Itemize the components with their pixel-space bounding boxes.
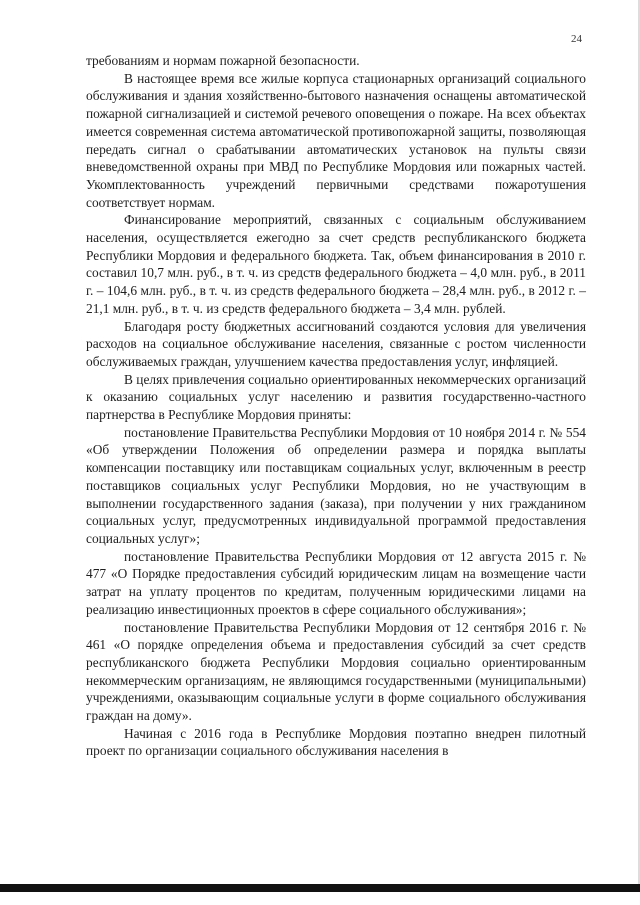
paragraph-resolution-477: постановление Правительства Республики Мордовия от 12 августа 2015 г. № 477 «О Порядке предоставления субсидий юридическим лицам на возмещение части затрат на уплату процентов по кредитам, полученным юридическими лицами на реализацию инвестиционных проектов в сфере социального обслуживания»; (86, 548, 586, 617)
paragraph-resolution-461: постановление Правительства Республики Мордовия от 12 сентября 2016 г. № 461 «О порядке определения объема и предоставления субсидий за счет средств республиканского бюджета Республики Мордовия социально ориентированным некоммерческим организациям, не являющимся государственными (муниципальными) учреждениями, оказывающим социальные услуги в форме социального обслуживания граждан на дому». (86, 619, 586, 724)
paragraph-fire-safety: В настоящее время все жилые корпуса стационарных организаций социального обслуживания и здания хозяйственно-бытового назначения оснащены автоматической пожарной сигнализацией и системой речевого оповещения о пожаре. На всех объектах имеется современная система автоматической противопожарной защиты, позволяющая передать сигнал о срабатывании автоматических установок на пульты связи вневедомственной охраны при МВД по Республике Мордовия или пожарных частей. Укомплектованность учреждений первичными средствами пожаротушения соответствует нормам. (86, 70, 586, 210)
paragraph-continuation: требованиям и нормам пожарной безопасности. (86, 53, 360, 68)
scan-bottom-edge (0, 884, 640, 892)
paragraph-financing: Финансирование мероприятий, связанных с социальным обслуживанием населения, осуществляется ежегодно за счет средств республиканского бюджета Республики Мордовия и федерального бюджета. Так, объем финансирования в 2010 г. составил 10,7 млн. руб., в т. ч. из средств федерального бюджета – 4,0 млн. руб., в 2011 г. – 104,6 млн. руб., в т. ч. из средств федерального бюджета – 28,4 млн. руб., в 2012 г. – 21,1 млн. руб., в т. ч. из средств федерального бюджета – 3,4 млн. рублей. (86, 212, 586, 316)
paragraph-resolution-554: постановление Правительства Республики Мордовия от 10 ноября 2014 г. № 554 «Об утверждении Положения об определении размера и порядка выплаты компенсации поставщику или поставщикам социальных услуг, включенным в реестр поставщиков социальных услуг Республики Мордовия, но не участвующим в выполнении государственного задания (заказа), при получении у них гражданином социальных услуг, предусмотренных индивидуальной программой предоставления социальных услуг»; (86, 424, 586, 546)
page-number: 24 (571, 33, 582, 45)
paragraph-budget-growth: Благодаря росту бюджетных ассигнований создаются условия для увеличения расходов на социальное обслуживание населения, связанные с ростом численности обслуживаемых граждан, улучшением качества предоставления услуг, инфляцией. (86, 318, 586, 369)
document-body (86, 52, 586, 760)
paragraph-nco-involvement: В целях привлечения социально ориентированных некоммерческих организаций к оказанию социальных услуг населению и развития государственно-частного партнерства в Республике Мордовия приняты: (86, 371, 587, 423)
paragraph-pilot-project: Начиная с 2016 года в Республике Мордовия поэтапно внедрен пилотный проект по организации социального обслуживания населения в (86, 725, 586, 759)
